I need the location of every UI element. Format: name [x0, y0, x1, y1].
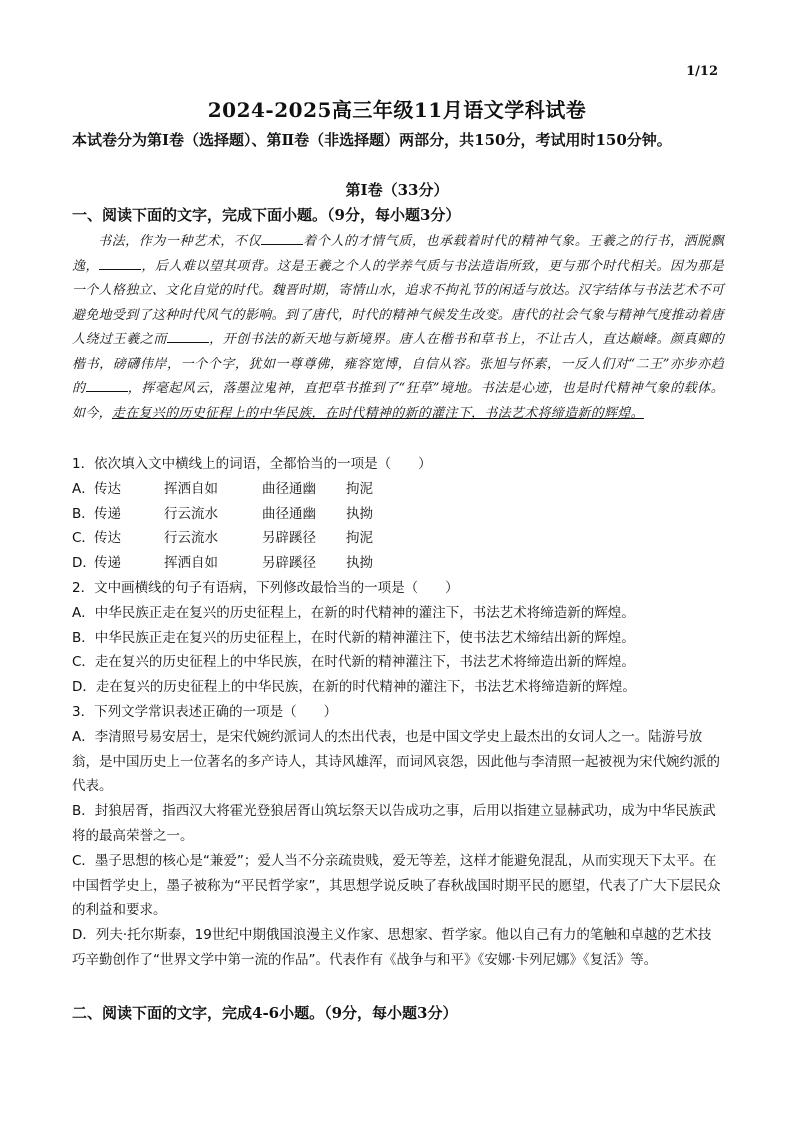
option-word: 执拗: [346, 505, 373, 522]
option-word: 行云流水: [164, 530, 218, 547]
option-word: 另辟蹊径: [262, 530, 316, 547]
option-word: 挥洒自如: [164, 555, 218, 572]
blank-3: [167, 328, 209, 343]
question-stem: 1．依次填入文中横线上的词语，全都恰当的一项是（ ）: [72, 456, 432, 472]
option-word: 拘泥: [346, 530, 373, 547]
option-row[interactable]: [72, 526, 724, 551]
option-label: D．: [72, 555, 96, 572]
option-label: B．: [72, 505, 95, 522]
option-a[interactable]: A．李清照号易安居士，是宋代婉约派词人的杰出代表，也是中国文学史上最杰出的女词人之一。陆游号放翁，是中国历史上一位著名的多产诗人，其诗风雄浑，而词风哀怨，因此他与李清照一起被视为宋代婉约派的代表。: [72, 728, 720, 795]
option-word: 传达: [94, 480, 121, 497]
blank-2: [99, 255, 141, 270]
exam-intro: 本试卷分为第Ⅰ卷（选择题）、第Ⅱ卷（非选择题）两部分，共150分，考试用时150分钟。: [72, 131, 672, 149]
option-word: 挥洒自如: [164, 480, 218, 497]
option-label: A．: [72, 480, 95, 497]
section1-heading: 一、阅读下面的文字，完成下面小题。（9分，每小题3分）: [72, 206, 461, 224]
option-word: 执拗: [346, 555, 373, 572]
option-c[interactable]: C．墨子思想的核心是“兼爱”；爱人当不分亲疏贵贱，爱无等差，这样才能避免混乱，从而实现天下太平。在中国哲学史上，墨子被称为“平民哲学家”，其思想学说反映了春秋战国时期平民的愿望，代表了广大下层民众的利益和要求。: [72, 852, 721, 919]
blank-4: [86, 377, 128, 392]
reading-passage: [72, 230, 724, 426]
page-number: 1/12: [686, 64, 718, 79]
option-word: 另辟蹊径: [262, 555, 316, 572]
blank-1: [261, 230, 303, 245]
option-word: 拘泥: [346, 480, 373, 497]
option-b[interactable]: B．封狼居胥，指西汉大将霍光登狼居胥山筑坛祭天以告成功之事，后用以指建立显赫武功，成为中华民族武将的最高荣誉之一。: [72, 803, 716, 844]
option-label: C．: [72, 530, 95, 547]
passage-text: ，挥毫起风云，落墨泣鬼神，直把草书推到了“狂草”境地。书法是心迹，也是时代精神气象的载体。如今，: [72, 381, 724, 421]
passage-text: 着个人的才情气质，也承载着时代的精神气象。王羲之的行书，洒脱飘逸，: [72, 234, 724, 274]
option-word: 传递: [94, 555, 121, 572]
passage-text: 书法，作为一种艺术，不仅: [98, 234, 261, 249]
passage-text: ，后人难以望其项背。这是王羲之个人的学养气质与书法造诣所致，更与那个时代相关。因为那是一个人格独立、文化自觉的时代。魏晋时期，寄情山水，追求不拘礼节的闲适与放达。汉字结体与书法艺术不可避免地受到了这种时代风气的影响。到了唐代，时代的精神气候发生改变。唐代的社会气象与精神气度推动着唐人绕过王羲之而: [72, 258, 724, 347]
option-word: 行云流水: [164, 505, 218, 522]
option-word: 传递: [94, 505, 121, 522]
question-2-stem: 2．文中画横线的句子有语病，下列修改最恰当的一项是（ ）: [72, 579, 459, 596]
exam-title: 2024-2025高三年级11月语文学科试卷: [207, 98, 587, 122]
option-d[interactable]: D．走在复兴的历史征程上的中华民族，在新的时代精神的灌注下，书法艺术将缔造新的辉煌。: [72, 679, 636, 696]
question-1: [72, 452, 724, 973]
passage-text: ，开创书法的新天地与新境界。唐人在楷书和草书上，不让古人，直达巅峰。颜真卿的楷书，磅礴伟岸，一个个字，犹如一尊尊佛，雍容宽博，自信从容。张旭与怀素，一反人们对“二王”亦步亦趋的: [72, 332, 724, 396]
section2-heading: 二、阅读下面的文字，完成4-6小题。（9分，每小题3分）: [72, 1004, 458, 1022]
option-b[interactable]: B．中华民族正走在复兴的历史征程上，在时代新的精神灌注下，使书法艺术缔结出新的辉煌。: [72, 629, 635, 646]
option-c[interactable]: C．走在复兴的历史征程上的中华民族，在时代新的精神灌注下，书法艺术将缔造出新的辉煌。: [72, 654, 635, 671]
option-word: 曲径通幽: [262, 505, 316, 522]
question-3-stem: 3．下列文学常识表述正确的一项是（ ）: [72, 703, 338, 720]
option-row[interactable]: [72, 477, 724, 502]
option-word: 曲径通幽: [262, 480, 316, 497]
underlined-sentence: 走在复兴的历史征程上的中华民族，在时代精神的新的灌注下，书法艺术将缔造新的辉煌。: [111, 405, 644, 421]
option-word: 传达: [94, 530, 121, 547]
option-row[interactable]: [72, 502, 724, 527]
option-a[interactable]: A．中华民族正走在复兴的历史征程上，在新的时代精神的灌注下，书法艺术将缔造新的辉煌。: [72, 604, 635, 621]
part1-title: 第Ⅰ卷（33分）: [345, 181, 449, 199]
option-d[interactable]: D．列夫·托尔斯泰，19世纪中期俄国浪漫主义作家、思想家、哲学家。他以自己有力的笔触和卓越的艺术技巧辛勤创作了“世界文学中第一流的作品”。代表作有《战争与和平》《安娜·卡列尼娜》《复活》等。: [72, 927, 712, 968]
option-row[interactable]: [72, 551, 724, 576]
